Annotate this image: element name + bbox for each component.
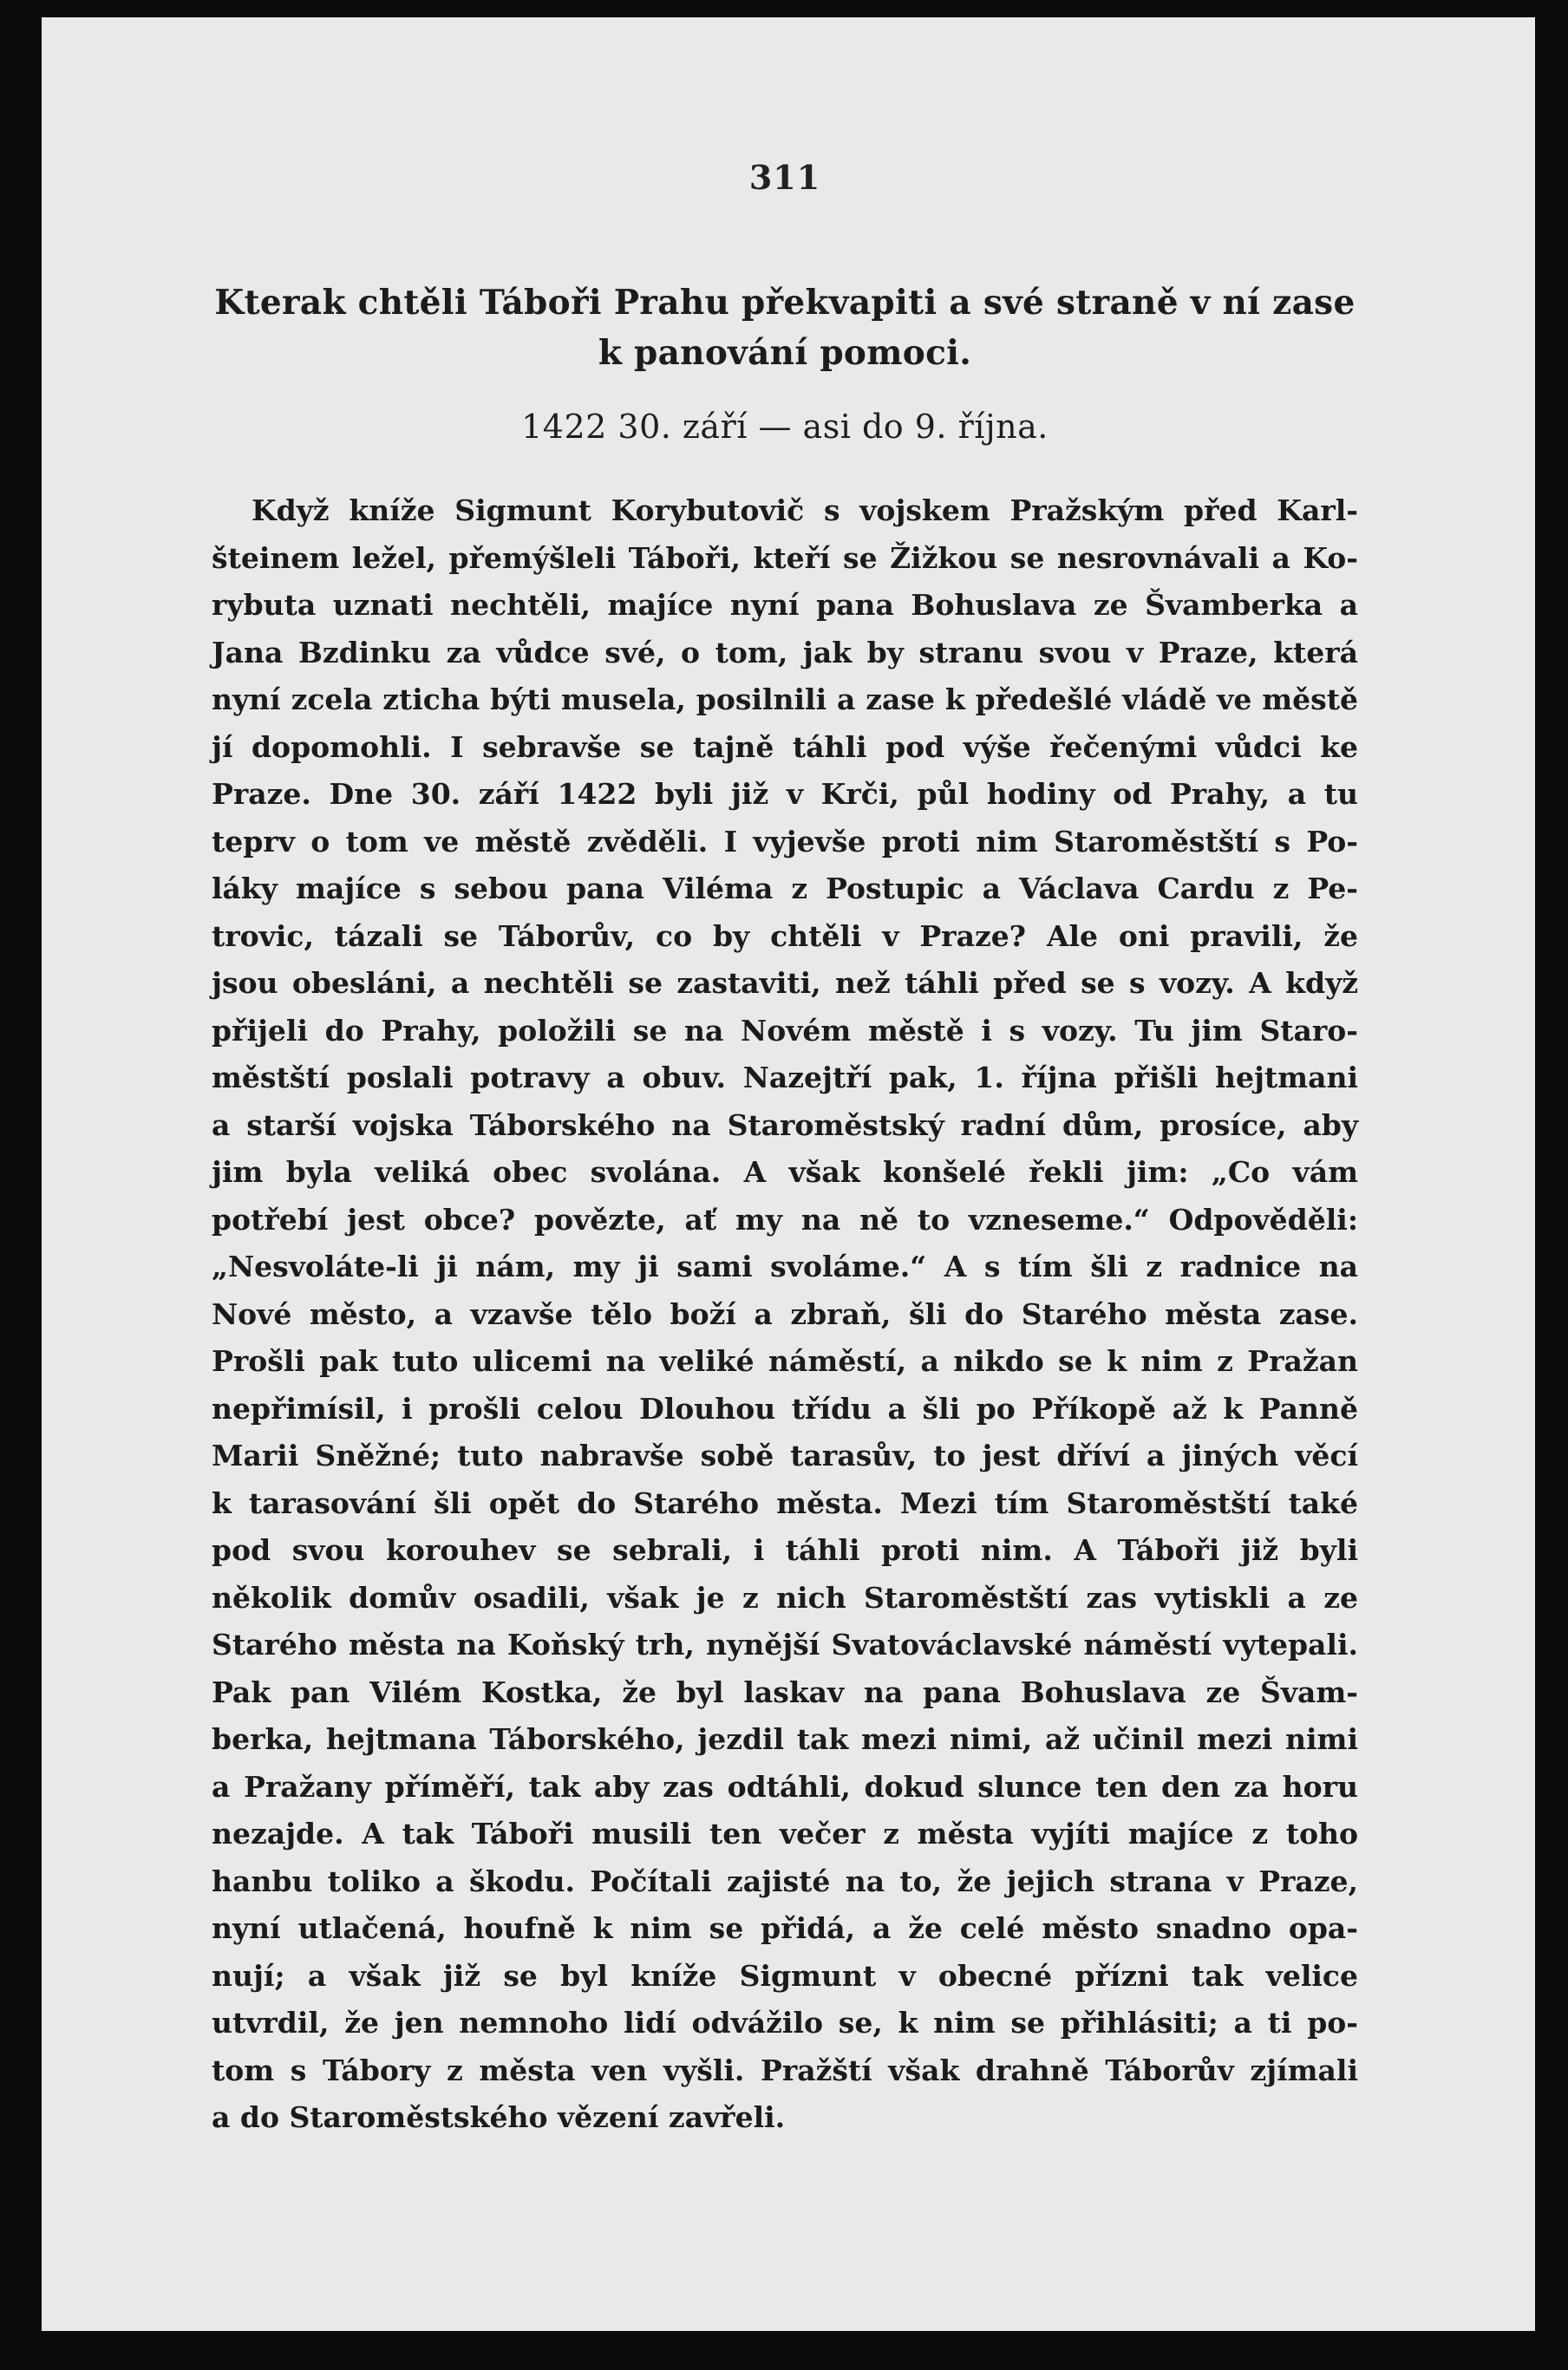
text-line: nují; a však již se byl kníže Sigmunt v obecné přízni tak velice (212, 1958, 1358, 1993)
text-line: a do Staroměstského vězení zavřeli. (212, 2100, 786, 2134)
text-line: Marii Sněžné; tuto nabravše sobě tarasův, to jest dříví a jiných věcí (212, 1439, 1358, 1472)
body-paragraph (212, 487, 1358, 2142)
text-line: potřebí jest obce? povězte, ať my na ně to vzneseme.“ Odpověděli: (212, 1202, 1358, 1237)
heading-line: Kterak chtěli Táboři Prahu překvapiti a své straně v ní zase (214, 283, 1356, 323)
text-line: teprv o tom ve městě zvěděli. I vyjevše proti nim Staroměstští s Po- (212, 824, 1358, 859)
text-line: několik domův osadili, však je z nich Staroměstští zas vytiskli a ze (212, 1580, 1358, 1615)
text-line: nyní utlačená, houfně k nim se přidá, a že celé město snadno opa- (212, 1911, 1358, 1945)
text-line: utvrdil, že jen nemnoho lidí odvážilo se, k nim se přihlásiti; a ti po- (212, 2006, 1358, 2040)
text-line: nepřimísil, i prošli celou Dlouhou třídu a šli po Příkopě až k Panně (212, 1391, 1358, 1426)
text-line: a Pražany příměří, tak aby zas odtáhli, dokud slunce ten den za horu (212, 1769, 1358, 1804)
text-line: jim byla veliká obec svolána. A však konšelé řekli jim: „Co vám (212, 1155, 1358, 1189)
text-line: nyní zcela zticha býti musela, posilnili a zase k předešlé vládě ve městě (212, 682, 1358, 716)
page-number: 311 (748, 158, 821, 197)
heading-line: k panování pomoci. (598, 333, 972, 373)
book-page (42, 17, 1535, 2331)
text-line: Prošli pak tuto ulicemi na veliké náměstí, a nikdo se k nim z Pražan (212, 1344, 1358, 1378)
text-line: berka, hejtmana Táborského, jezdil tak mezi nimi, až učinil mezi nimi (212, 1722, 1358, 1756)
text-line: trovic, tázali se Táborův, co by chtěli v Praze? Ale oni pravili, že (212, 918, 1358, 953)
text-line: jsou obesláni, a nechtěli se zastaviti, než táhli před se s vozy. A když (212, 966, 1358, 1000)
text-line: a starší vojska Táborského na Staroměstský radní dům, prosíce, aby (212, 1107, 1358, 1142)
text-line: láky majíce s sebou pana Viléma z Postupic a Václava Cardu z Pe- (212, 872, 1358, 905)
text-line: „Nesvoláte-li ji nám, my ji sami svoláme.“ A s tím šli z radnice na (212, 1250, 1358, 1283)
text-line: Praze. Dne 30. září 1422 byli již v Krči, půl hodiny od Prahy, a tu (212, 777, 1358, 811)
text-line: tom s Tábory z města ven vyšli. Pražští však drahně Táborův zjímali (212, 2053, 1358, 2087)
text-line: Pak pan Vilém Kostka, že byl laskav na pana Bohuslava ze Švam- (212, 1675, 1358, 1709)
text-line: jí dopomohli. I sebravše se tajně táhli pod výše řečenými vůdci ke (212, 729, 1358, 764)
text-line: městští poslali potravy a obuv. Nazejtří pak, 1. října přišli hejtmani (212, 1061, 1358, 1094)
text-line: k tarasování šli opět do Starého města. Mezi tím Staroměstští také (212, 1485, 1358, 1520)
text-line: rybuta uznati nechtěli, majíce nyní pana Bohuslava ze Švamberka a (212, 588, 1358, 622)
text-line: Starého města na Koňský trh, nynější Svatováclavské náměstí vytepali. (212, 1628, 1358, 1662)
chapter-heading (212, 277, 1358, 378)
text-line: šteinem ležel, přemýšleli Táboři, kteří se Žižkou se nesrovnávali a Ko- (212, 540, 1358, 575)
text-line: Nové město, a vzavše tělo boží a zbraň, šli do Starého města zase. (212, 1296, 1358, 1331)
text-line: hanbu toliko a škodu. Počítali zajisté na to, že jejich strana v Praze, (212, 1864, 1358, 1898)
text-line: přijeli do Prahy, položili se na Novém městě i s vozy. Tu jim Staro- (212, 1013, 1358, 1048)
text-line: nezajde. A tak Táboři musili ten večer z města vyjíti majíce z toho (212, 1817, 1358, 1851)
text-line: Jana Bzdinku za vůdce své, o tom, jak by stranu svou v Praze, která (212, 635, 1358, 669)
text-line: Když kníže Sigmunt Korybutovič s vojskem Pražským před Karl- (252, 493, 1358, 527)
text-line: pod svou korouhev se sebrali, i táhli proti nim. A Táboři již byli (212, 1533, 1358, 1567)
date-line: 1422 30. září — asi do 9. října. (521, 408, 1049, 446)
